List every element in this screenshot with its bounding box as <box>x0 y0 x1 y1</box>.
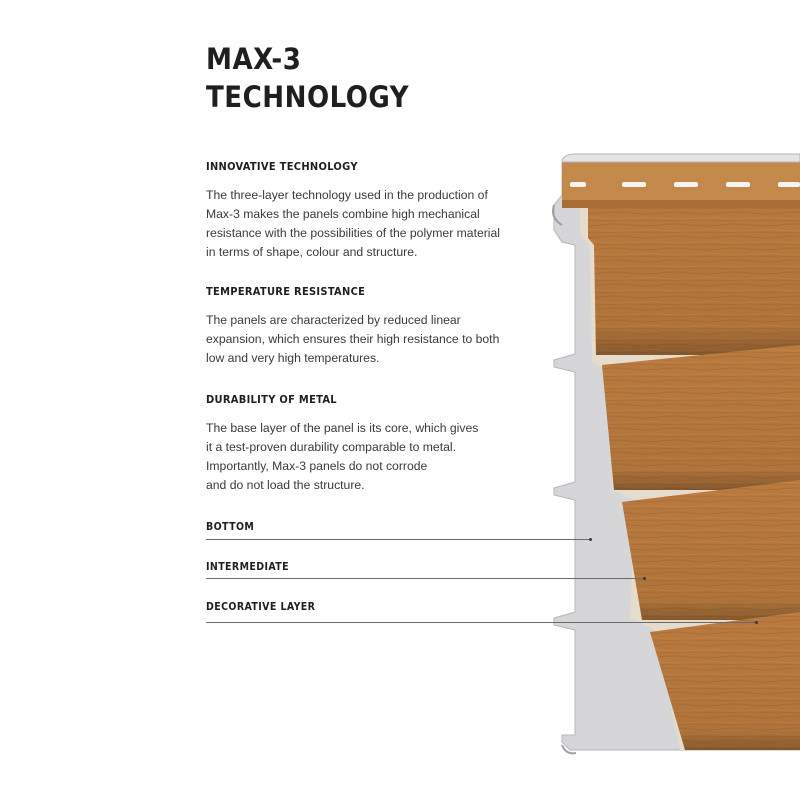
title-line-2: TECHNOLOGY <box>206 80 410 114</box>
title-line-1: MAX-3 <box>206 42 302 76</box>
section-body <box>206 419 546 495</box>
body-line: The three-layer technology used in the production of <box>206 188 488 202</box>
section-durability-of-metal <box>206 393 546 495</box>
leader-dot-intermediate <box>643 577 646 580</box>
section-temperature-resistance <box>206 285 546 368</box>
section-heading: DURABILITY OF METAL <box>206 393 337 406</box>
siding-panel-illustration <box>540 150 800 760</box>
body-line: it a test-proven durability comparable to metal. <box>206 440 456 454</box>
layer-label-bottom: BOTTOM <box>206 521 255 533</box>
section-heading: INNOVATIVE TECHNOLOGY <box>206 160 358 173</box>
page-title <box>206 40 409 116</box>
layer-label-intermediate: INTERMEDIATE <box>206 561 290 573</box>
leader-dot-decorative <box>755 621 758 624</box>
body-line: Importantly, Max-3 panels do not corrode <box>206 459 428 473</box>
body-line: low and very high temperatures. <box>206 351 380 365</box>
body-line: in terms of shape, colour and structure. <box>206 245 418 259</box>
layer-label-decorative: DECORATIVE LAYER <box>206 601 316 613</box>
leader-dot-bottom <box>589 538 592 541</box>
body-line: The base layer of the panel is its core, which gives <box>206 421 479 435</box>
section-body <box>206 311 546 368</box>
leader-line-decorative <box>206 622 756 623</box>
section-innovative-technology <box>206 160 546 262</box>
leader-line-intermediate <box>206 578 644 579</box>
body-line: expansion, which ensures their high resistance to both <box>206 332 500 346</box>
body-line: resistance with the possibilities of the polymer material <box>206 226 500 240</box>
body-line: Max-3 makes the panels combine high mechanical <box>206 207 480 221</box>
body-line: and do not load the structure. <box>206 478 365 492</box>
leader-line-bottom <box>206 539 590 540</box>
section-body <box>206 186 546 262</box>
nailing-strip <box>562 154 800 208</box>
section-heading: TEMPERATURE RESISTANCE <box>206 285 366 298</box>
body-line: The panels are characterized by reduced linear <box>206 313 461 327</box>
